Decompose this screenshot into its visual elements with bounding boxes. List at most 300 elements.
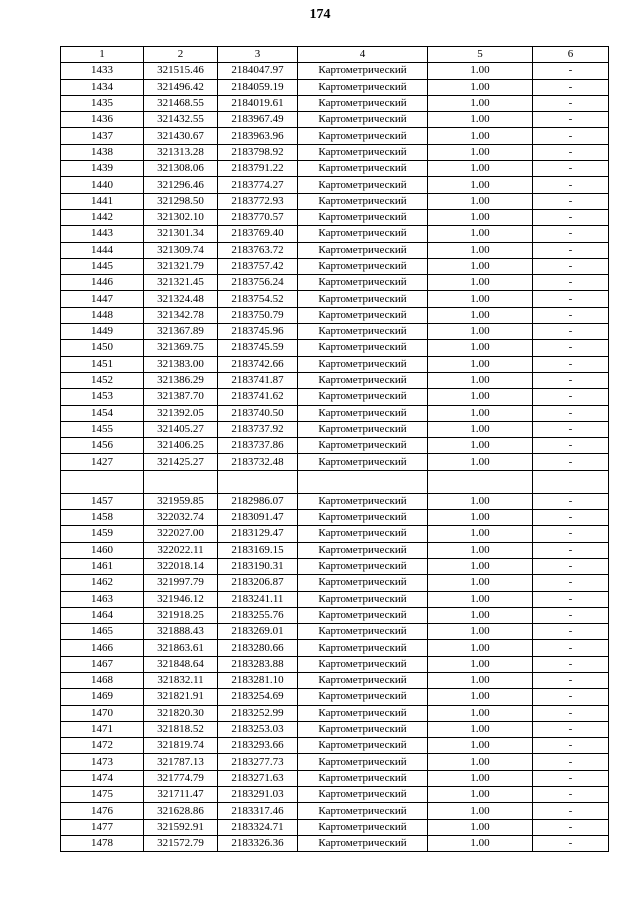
coordinate-x-cell: 321496.42 — [144, 79, 218, 95]
accuracy-cell: 1.00 — [428, 770, 533, 786]
accuracy-cell: 1.00 — [428, 526, 533, 542]
coordinate-x-cell: 321592.91 — [144, 819, 218, 835]
coordinate-y-cell: 2184059.19 — [218, 79, 298, 95]
coordinate-x-cell: 321711.47 — [144, 787, 218, 803]
coordinate-x-cell: 321386.29 — [144, 372, 218, 388]
method-cell: Картометрический — [298, 340, 428, 356]
method-cell: Картометрический — [298, 307, 428, 323]
coordinate-x-cell: 321369.75 — [144, 340, 218, 356]
table-row — [61, 324, 609, 340]
point-number-cell: 1445 — [61, 258, 144, 274]
point-number-cell: 1450 — [61, 340, 144, 356]
table-row — [61, 738, 609, 754]
table-row — [61, 526, 609, 542]
note-cell: - — [533, 738, 609, 754]
coordinate-y-cell: 2183291.03 — [218, 787, 298, 803]
accuracy-cell: 1.00 — [428, 607, 533, 623]
point-number-cell: 1441 — [61, 193, 144, 209]
point-number-cell: 1455 — [61, 421, 144, 437]
note-cell: - — [533, 640, 609, 656]
note-cell: - — [533, 542, 609, 558]
column-header: 1 — [61, 47, 144, 63]
table-row — [61, 356, 609, 372]
table-row — [61, 656, 609, 672]
method-cell: Картометрический — [298, 738, 428, 754]
table-row — [61, 819, 609, 835]
coordinate-x-cell: 321425.27 — [144, 454, 218, 470]
point-number-cell: 1448 — [61, 307, 144, 323]
coordinate-y-cell: 2183791.22 — [218, 161, 298, 177]
coordinate-y-cell: 2183750.79 — [218, 307, 298, 323]
table-row — [61, 438, 609, 454]
table-row — [61, 258, 609, 274]
point-number-cell: 1461 — [61, 558, 144, 574]
note-cell: - — [533, 493, 609, 509]
accuracy-cell: 1.00 — [428, 421, 533, 437]
coordinate-y-cell: 2183283.88 — [218, 656, 298, 672]
note-cell: - — [533, 291, 609, 307]
coordinate-y-cell: 2183740.50 — [218, 405, 298, 421]
coordinate-x-cell: 321832.11 — [144, 672, 218, 688]
coordinate-y-cell: 2183741.62 — [218, 389, 298, 405]
coordinate-y-cell: 2183769.40 — [218, 226, 298, 242]
coordinate-y-cell: 2183281.10 — [218, 672, 298, 688]
method-cell: Картометрический — [298, 607, 428, 623]
method-cell: Картометрический — [298, 438, 428, 454]
coordinate-y-cell: 2183757.42 — [218, 258, 298, 274]
page-number: 174 — [309, 7, 331, 22]
method-cell: Картометрический — [298, 689, 428, 705]
coordinate-x-cell: 321946.12 — [144, 591, 218, 607]
method-cell: Картометрический — [298, 542, 428, 558]
table-row — [61, 542, 609, 558]
coordinate-x-cell: 321406.25 — [144, 438, 218, 454]
point-number-cell: 1460 — [61, 542, 144, 558]
coordinate-y-cell: 2183770.57 — [218, 209, 298, 225]
table-row — [61, 803, 609, 819]
point-number-cell: 1463 — [61, 591, 144, 607]
coordinate-y-cell: 2183732.48 — [218, 454, 298, 470]
note-cell: - — [533, 144, 609, 160]
table-row — [61, 591, 609, 607]
note-cell: - — [533, 356, 609, 372]
accuracy-cell: 1.00 — [428, 454, 533, 470]
point-number-cell: 1442 — [61, 209, 144, 225]
coordinate-y-cell: 2183091.47 — [218, 510, 298, 526]
method-cell: Картометрический — [298, 128, 428, 144]
accuracy-cell: 1.00 — [428, 356, 533, 372]
accuracy-cell: 1.00 — [428, 95, 533, 111]
point-number-cell: 1467 — [61, 656, 144, 672]
coordinate-x-cell: 321309.74 — [144, 242, 218, 258]
accuracy-cell: 1.00 — [428, 640, 533, 656]
method-cell: Картометрический — [298, 324, 428, 340]
table-row — [61, 275, 609, 291]
coordinates-table — [60, 46, 609, 852]
method-cell: Картометрический — [298, 493, 428, 509]
table-row — [61, 193, 609, 209]
table-row — [61, 770, 609, 786]
coordinate-x-cell: 321888.43 — [144, 624, 218, 640]
empty-cell — [218, 470, 298, 493]
accuracy-cell: 1.00 — [428, 258, 533, 274]
table-row — [61, 209, 609, 225]
method-cell: Картометрический — [298, 405, 428, 421]
table-row — [61, 607, 609, 623]
column-header: 6 — [533, 47, 609, 63]
empty-cell — [61, 470, 144, 493]
method-cell: Картометрический — [298, 112, 428, 128]
accuracy-cell: 1.00 — [428, 510, 533, 526]
coordinate-x-cell: 321959.85 — [144, 493, 218, 509]
coordinate-x-cell: 321468.55 — [144, 95, 218, 111]
point-number-cell: 1456 — [61, 438, 144, 454]
note-cell: - — [533, 787, 609, 803]
coordinate-y-cell: 2183963.96 — [218, 128, 298, 144]
table-row — [61, 835, 609, 851]
table-row — [61, 226, 609, 242]
empty-cell — [144, 470, 218, 493]
point-number-cell: 1447 — [61, 291, 144, 307]
coordinate-y-cell: 2183967.49 — [218, 112, 298, 128]
point-number-cell: 1434 — [61, 79, 144, 95]
accuracy-cell: 1.00 — [428, 405, 533, 421]
coordinate-x-cell: 322032.74 — [144, 510, 218, 526]
point-number-cell: 1436 — [61, 112, 144, 128]
coordinate-y-cell: 2182986.07 — [218, 493, 298, 509]
note-cell: - — [533, 770, 609, 786]
table-row — [61, 754, 609, 770]
table-row — [61, 79, 609, 95]
coordinate-y-cell: 2183745.96 — [218, 324, 298, 340]
point-number-cell: 1470 — [61, 705, 144, 721]
coordinate-y-cell: 2183745.59 — [218, 340, 298, 356]
note-cell: - — [533, 454, 609, 470]
coordinate-x-cell: 321432.55 — [144, 112, 218, 128]
table-row — [61, 128, 609, 144]
note-cell: - — [533, 607, 609, 623]
point-number-cell: 1459 — [61, 526, 144, 542]
point-number-cell: 1472 — [61, 738, 144, 754]
table-row — [61, 787, 609, 803]
coordinate-x-cell: 321301.34 — [144, 226, 218, 242]
note-cell: - — [533, 835, 609, 851]
point-number-cell: 1462 — [61, 575, 144, 591]
point-number-cell: 1457 — [61, 493, 144, 509]
accuracy-cell: 1.00 — [428, 591, 533, 607]
coordinate-y-cell: 2183169.15 — [218, 542, 298, 558]
table-row — [61, 177, 609, 193]
accuracy-cell: 1.00 — [428, 63, 533, 79]
column-header: 3 — [218, 47, 298, 63]
coordinate-x-cell: 321572.79 — [144, 835, 218, 851]
coordinate-x-cell: 321774.79 — [144, 770, 218, 786]
coordinate-y-cell: 2184019.61 — [218, 95, 298, 111]
coordinate-x-cell: 321820.30 — [144, 705, 218, 721]
accuracy-cell: 1.00 — [428, 291, 533, 307]
accuracy-cell: 1.00 — [428, 177, 533, 193]
note-cell: - — [533, 177, 609, 193]
point-number-cell: 1435 — [61, 95, 144, 111]
method-cell: Картометрический — [298, 209, 428, 225]
coordinate-y-cell: 2183255.76 — [218, 607, 298, 623]
coordinate-y-cell: 2183271.63 — [218, 770, 298, 786]
coordinate-y-cell: 2183280.66 — [218, 640, 298, 656]
note-cell: - — [533, 421, 609, 437]
table-row — [61, 510, 609, 526]
accuracy-cell: 1.00 — [428, 738, 533, 754]
accuracy-cell: 1.00 — [428, 624, 533, 640]
note-cell: - — [533, 389, 609, 405]
coordinate-x-cell: 321628.86 — [144, 803, 218, 819]
point-number-cell: 1478 — [61, 835, 144, 851]
method-cell: Картометрический — [298, 705, 428, 721]
note-cell: - — [533, 575, 609, 591]
method-cell: Картометрический — [298, 640, 428, 656]
coordinate-x-cell: 321997.79 — [144, 575, 218, 591]
note-cell: - — [533, 209, 609, 225]
method-cell: Картометрический — [298, 835, 428, 851]
coordinate-y-cell: 2183756.24 — [218, 275, 298, 291]
point-number-cell: 1437 — [61, 128, 144, 144]
coordinate-x-cell: 321392.05 — [144, 405, 218, 421]
accuracy-cell: 1.00 — [428, 193, 533, 209]
note-cell: - — [533, 689, 609, 705]
coordinate-x-cell: 321302.10 — [144, 209, 218, 225]
method-cell: Картометрический — [298, 177, 428, 193]
coordinate-y-cell: 2183737.86 — [218, 438, 298, 454]
table-row — [61, 307, 609, 323]
point-number-cell: 1439 — [61, 161, 144, 177]
point-number-cell: 1440 — [61, 177, 144, 193]
note-cell: - — [533, 112, 609, 128]
accuracy-cell: 1.00 — [428, 803, 533, 819]
coordinate-x-cell: 321298.50 — [144, 193, 218, 209]
method-cell: Картометрический — [298, 558, 428, 574]
coordinate-x-cell: 322018.14 — [144, 558, 218, 574]
coordinate-y-cell: 2183252.99 — [218, 705, 298, 721]
table-row — [61, 672, 609, 688]
point-number-cell: 1458 — [61, 510, 144, 526]
coordinate-y-cell: 2184047.97 — [218, 63, 298, 79]
table-row — [61, 372, 609, 388]
method-cell: Картометрический — [298, 291, 428, 307]
accuracy-cell: 1.00 — [428, 307, 533, 323]
coordinate-x-cell: 322022.11 — [144, 542, 218, 558]
note-cell: - — [533, 340, 609, 356]
point-number-cell: 1475 — [61, 787, 144, 803]
column-header: 4 — [298, 47, 428, 63]
accuracy-cell: 1.00 — [428, 656, 533, 672]
note-cell: - — [533, 275, 609, 291]
method-cell: Картометрический — [298, 275, 428, 291]
point-number-cell: 1444 — [61, 242, 144, 258]
table-row — [61, 405, 609, 421]
accuracy-cell: 1.00 — [428, 242, 533, 258]
method-cell: Картометрический — [298, 672, 428, 688]
note-cell: - — [533, 624, 609, 640]
accuracy-cell: 1.00 — [428, 226, 533, 242]
note-cell: - — [533, 324, 609, 340]
method-cell: Картометрический — [298, 575, 428, 591]
point-number-cell: 1469 — [61, 689, 144, 705]
table-row — [61, 340, 609, 356]
note-cell: - — [533, 79, 609, 95]
method-cell: Картометрический — [298, 787, 428, 803]
coordinate-x-cell: 321321.45 — [144, 275, 218, 291]
method-cell: Картометрический — [298, 803, 428, 819]
note-cell: - — [533, 226, 609, 242]
method-cell: Картометрический — [298, 372, 428, 388]
coordinate-x-cell: 321430.67 — [144, 128, 218, 144]
point-number-cell: 1476 — [61, 803, 144, 819]
accuracy-cell: 1.00 — [428, 438, 533, 454]
coordinate-x-cell: 321324.48 — [144, 291, 218, 307]
coordinate-x-cell: 321848.64 — [144, 656, 218, 672]
table-row — [61, 161, 609, 177]
table-row — [61, 63, 609, 79]
coordinate-x-cell: 321821.91 — [144, 689, 218, 705]
point-number-cell: 1477 — [61, 819, 144, 835]
table-row — [61, 721, 609, 737]
accuracy-cell: 1.00 — [428, 79, 533, 95]
table-row — [61, 624, 609, 640]
coordinate-y-cell: 2183741.87 — [218, 372, 298, 388]
accuracy-cell: 1.00 — [428, 324, 533, 340]
note-cell: - — [533, 405, 609, 421]
column-header: 5 — [428, 47, 533, 63]
accuracy-cell: 1.00 — [428, 754, 533, 770]
method-cell: Картометрический — [298, 721, 428, 737]
table-row — [61, 558, 609, 574]
method-cell: Картометрический — [298, 591, 428, 607]
coordinate-y-cell: 2183754.52 — [218, 291, 298, 307]
note-cell: - — [533, 526, 609, 542]
coordinate-x-cell: 321819.74 — [144, 738, 218, 754]
accuracy-cell: 1.00 — [428, 819, 533, 835]
coordinate-x-cell: 321296.46 — [144, 177, 218, 193]
empty-cell — [428, 470, 533, 493]
point-number-cell: 1433 — [61, 63, 144, 79]
method-cell: Картометрический — [298, 356, 428, 372]
table-row — [61, 640, 609, 656]
coordinate-y-cell: 2183326.36 — [218, 835, 298, 851]
note-cell: - — [533, 128, 609, 144]
coordinate-x-cell: 321387.70 — [144, 389, 218, 405]
method-cell: Картометрический — [298, 510, 428, 526]
point-number-cell: 1427 — [61, 454, 144, 470]
coordinate-x-cell: 321918.25 — [144, 607, 218, 623]
note-cell: - — [533, 161, 609, 177]
table-row — [61, 112, 609, 128]
coordinate-y-cell: 2183254.69 — [218, 689, 298, 705]
method-cell: Картометрический — [298, 819, 428, 835]
note-cell: - — [533, 803, 609, 819]
coordinate-x-cell: 321308.06 — [144, 161, 218, 177]
method-cell: Картометрический — [298, 624, 428, 640]
accuracy-cell: 1.00 — [428, 721, 533, 737]
table-row — [61, 95, 609, 111]
method-cell: Картометрический — [298, 754, 428, 770]
method-cell: Картометрический — [298, 454, 428, 470]
method-cell: Картометрический — [298, 226, 428, 242]
table-row — [61, 421, 609, 437]
point-number-cell: 1451 — [61, 356, 144, 372]
method-cell: Картометрический — [298, 389, 428, 405]
coordinate-x-cell: 321405.27 — [144, 421, 218, 437]
accuracy-cell: 1.00 — [428, 689, 533, 705]
empty-cell — [298, 470, 428, 493]
accuracy-cell: 1.00 — [428, 161, 533, 177]
accuracy-cell: 1.00 — [428, 144, 533, 160]
coordinate-y-cell: 2183737.92 — [218, 421, 298, 437]
table-row — [61, 291, 609, 307]
point-number-cell: 1471 — [61, 721, 144, 737]
accuracy-cell: 1.00 — [428, 128, 533, 144]
accuracy-cell: 1.00 — [428, 835, 533, 851]
note-cell: - — [533, 754, 609, 770]
group-separator-row — [61, 470, 609, 493]
method-cell: Картометрический — [298, 421, 428, 437]
coordinate-y-cell: 2183269.01 — [218, 624, 298, 640]
coordinate-x-cell: 321863.61 — [144, 640, 218, 656]
coordinate-y-cell: 2183293.66 — [218, 738, 298, 754]
point-number-cell: 1466 — [61, 640, 144, 656]
coordinate-x-cell: 321383.00 — [144, 356, 218, 372]
coordinate-y-cell: 2183763.72 — [218, 242, 298, 258]
point-number-cell: 1473 — [61, 754, 144, 770]
point-number-cell: 1454 — [61, 405, 144, 421]
accuracy-cell: 1.00 — [428, 705, 533, 721]
method-cell: Картометрический — [298, 526, 428, 542]
accuracy-cell: 1.00 — [428, 787, 533, 803]
note-cell: - — [533, 193, 609, 209]
note-cell: - — [533, 258, 609, 274]
point-number-cell: 1452 — [61, 372, 144, 388]
note-cell: - — [533, 510, 609, 526]
point-number-cell: 1474 — [61, 770, 144, 786]
coordinate-y-cell: 2183317.46 — [218, 803, 298, 819]
coordinate-x-cell: 321342.78 — [144, 307, 218, 323]
coordinate-x-cell: 321367.89 — [144, 324, 218, 340]
note-cell: - — [533, 372, 609, 388]
table-body — [61, 63, 609, 852]
point-number-cell: 1468 — [61, 672, 144, 688]
accuracy-cell: 1.00 — [428, 558, 533, 574]
coordinate-y-cell: 2183206.87 — [218, 575, 298, 591]
note-cell: - — [533, 438, 609, 454]
point-number-cell: 1438 — [61, 144, 144, 160]
coordinate-x-cell: 321787.13 — [144, 754, 218, 770]
coordinate-y-cell: 2183772.93 — [218, 193, 298, 209]
accuracy-cell: 1.00 — [428, 575, 533, 591]
coordinate-y-cell: 2183742.66 — [218, 356, 298, 372]
method-cell: Картометрический — [298, 144, 428, 160]
accuracy-cell: 1.00 — [428, 372, 533, 388]
accuracy-cell: 1.00 — [428, 389, 533, 405]
table-row — [61, 454, 609, 470]
note-cell: - — [533, 705, 609, 721]
accuracy-cell: 1.00 — [428, 542, 533, 558]
coordinate-x-cell: 322027.00 — [144, 526, 218, 542]
table-header-row — [61, 47, 609, 63]
table-row — [61, 493, 609, 509]
method-cell: Картометрический — [298, 193, 428, 209]
point-number-cell: 1449 — [61, 324, 144, 340]
note-cell: - — [533, 721, 609, 737]
point-number-cell: 1446 — [61, 275, 144, 291]
coordinate-x-cell: 321321.79 — [144, 258, 218, 274]
